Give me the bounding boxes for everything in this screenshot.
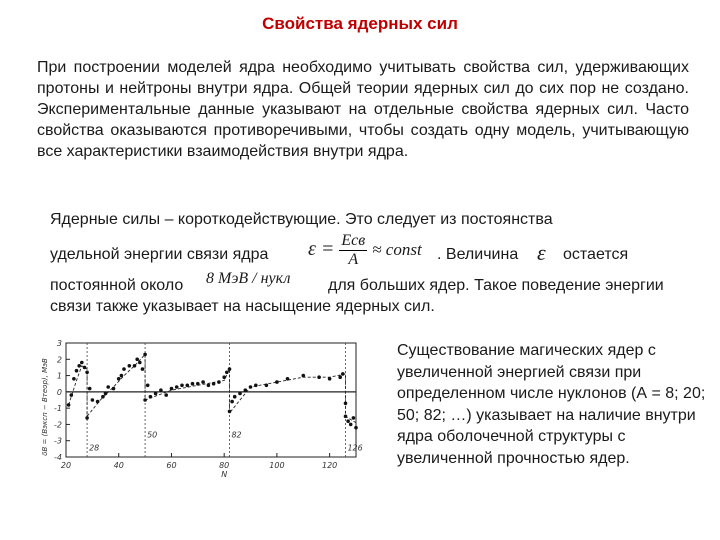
x-tick-label: 40: [113, 461, 124, 470]
x-axis-label: N: [221, 470, 228, 479]
data-point: [201, 380, 205, 384]
data-point: [149, 395, 153, 399]
data-point: [154, 392, 158, 396]
data-point: [212, 382, 216, 386]
y-tick-label: -3: [54, 436, 62, 446]
slide-title: Свойства ядерных сил: [262, 14, 458, 33]
energy-per-nucleon: 8 МэВ / нукл: [206, 270, 291, 287]
data-point: [75, 369, 79, 373]
data-point: [328, 377, 332, 381]
paragraph2-line2-mid: . Величина: [437, 246, 519, 263]
y-tick-label: 2: [56, 355, 62, 365]
data-point: [91, 398, 95, 402]
x-tick-label: 60: [166, 461, 177, 470]
data-point: [85, 416, 89, 420]
y-tick-label: 1: [56, 371, 62, 381]
data-point: [238, 392, 242, 396]
data-point: [143, 353, 147, 357]
epsilon-symbol: ε: [308, 238, 316, 261]
data-point: [146, 384, 150, 388]
data-point: [85, 371, 89, 375]
y-tick-label: -4: [54, 453, 62, 462]
data-point: [254, 384, 258, 388]
data-point: [96, 400, 100, 404]
data-point: [207, 384, 211, 388]
data-point: [196, 382, 200, 386]
data-point: [275, 380, 279, 384]
data-point: [128, 364, 132, 368]
data-point: [120, 374, 124, 378]
data-point: [80, 361, 84, 365]
data-point: [101, 395, 105, 399]
magic-number-label: 50: [147, 430, 158, 440]
x-tick-label: 100: [269, 461, 285, 470]
paragraph2-line4: связи также указывает на насыщение ядерных сил.: [50, 298, 435, 315]
fraction-denominator: A: [348, 251, 359, 268]
data-point: [133, 364, 137, 368]
data-point: [70, 393, 74, 397]
approx-const: ≈ const: [372, 240, 422, 260]
equals-sign: =: [320, 238, 335, 261]
data-point: [217, 380, 221, 384]
data-point: [135, 358, 139, 362]
x-tick-label: 80: [219, 461, 230, 470]
data-point: [77, 364, 81, 368]
data-point: [170, 387, 174, 391]
data-point: [249, 385, 253, 389]
data-point: [117, 377, 121, 381]
magic-number-label: 126: [347, 443, 363, 453]
data-point: [83, 366, 87, 370]
paragraph2-line2-start: удельной энергии связи ядра: [50, 246, 269, 263]
x-tick-label: 120: [321, 461, 338, 470]
data-point: [228, 367, 232, 371]
fraction-numerator: Eсв: [341, 232, 366, 249]
y-tick-label: -2: [54, 420, 62, 430]
data-point: [338, 375, 342, 379]
x-tick-label: 20: [60, 461, 72, 470]
data-point: [191, 382, 195, 386]
magic-number-label: 82: [231, 430, 242, 440]
intro-paragraph: При построении моделей ядра необходимо учитывать свойства сил, удерживающих протоны и нейтроны внутри ядра. Общей теории ядерных сил до сих пор не создано. Экспериментальные данные указывают на отдельные свойства ядерных сил. Часто свойства оказываются противоречивыми, чтобы создать одну модель, учитывающую все характеристики взаимодействия внутри ядра.: [37, 59, 689, 160]
paragraph2-line3-start: постоянной около: [50, 277, 184, 294]
data-point: [88, 387, 92, 391]
data-point: [346, 419, 350, 423]
data-point: [230, 400, 234, 404]
chart-y-label: δB = (Bэксп − Bтеор), МэВ: [41, 358, 49, 456]
y-tick-label: 3: [56, 339, 62, 348]
data-point: [352, 416, 356, 420]
data-point: [349, 423, 353, 427]
data-point: [72, 377, 76, 381]
data-point: [104, 392, 108, 396]
y-tick-label: 0: [56, 387, 62, 397]
data-point: [122, 367, 126, 371]
plot-frame: [66, 343, 356, 457]
data-point: [244, 388, 248, 392]
paragraph2-line1: Ядерные силы – короткодействующие. Это следует из постоянства: [50, 211, 553, 228]
data-point: [233, 395, 237, 399]
data-point: [112, 387, 116, 391]
binding-energy-formula: [308, 232, 422, 269]
data-point: [106, 385, 110, 389]
plot-area: [54, 339, 363, 479]
data-point: [159, 388, 163, 392]
data-point: [175, 385, 179, 389]
data-point: [138, 361, 142, 365]
paragraph2-line2-end: остается: [563, 246, 629, 263]
data-point: [67, 403, 71, 407]
data-point: [228, 410, 232, 414]
data-point: [302, 374, 306, 378]
data-point: [265, 384, 269, 388]
magic-number-label: 28: [89, 443, 100, 453]
epsilon-inline: ε: [537, 240, 546, 265]
binding-energy-chart: [36, 337, 376, 482]
data-point: [164, 393, 168, 397]
data-point: [354, 426, 358, 430]
y-tick-label: -1: [54, 404, 62, 414]
data-point: [286, 377, 290, 381]
data-point: [225, 371, 229, 375]
fraction: [339, 232, 367, 269]
magic-nuclei-paragraph: Существование магических ядер с увеличенной энергией связи при определенном числе нуклонов (А = 8; 20; 50; 82; …) указывает на наличие внутри ядра оболочечной структуры с увеличенной прочностью ядер.: [397, 342, 706, 467]
data-point: [344, 402, 348, 406]
paragraph2-line3-end: для больших ядер. Такое поведение энергии: [328, 277, 664, 294]
data-point: [180, 384, 184, 388]
data-point: [344, 415, 348, 419]
data-point: [141, 367, 145, 371]
data-point: [317, 375, 321, 379]
data-point: [341, 372, 345, 376]
data-point: [222, 375, 226, 379]
data-point: [186, 384, 190, 388]
data-point: [143, 398, 147, 402]
